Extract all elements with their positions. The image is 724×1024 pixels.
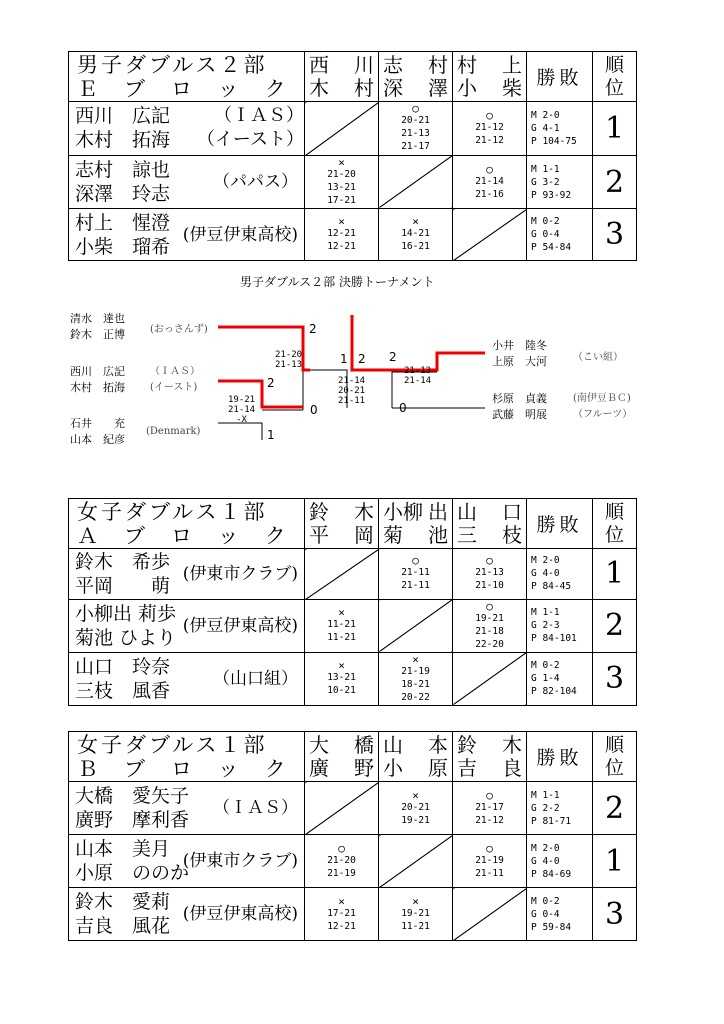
game-score: 21-17 xyxy=(401,141,430,153)
self-match-cell xyxy=(379,155,453,209)
match-result-cell xyxy=(379,549,453,600)
rank-cell: 2 xyxy=(593,599,637,652)
stats-cell xyxy=(527,652,593,705)
num-denmark: 1 xyxy=(267,428,275,442)
stat-line: M 0-2 xyxy=(531,216,560,228)
tournament-title: 男子ダブルス２部 決勝トーナメント xyxy=(240,275,435,289)
match-result-cell xyxy=(305,652,379,705)
table-row xyxy=(69,835,637,888)
opp-name: 枝 xyxy=(502,522,522,547)
game-score: 12-21 xyxy=(327,241,356,253)
team-name: (伊東市クラブ) xyxy=(182,563,298,584)
match-result-cell xyxy=(305,599,379,652)
opp-name: 川 xyxy=(354,52,374,77)
game-score: 21-18 xyxy=(475,625,504,637)
player-name: 小柳出 莉歩 xyxy=(75,602,177,625)
game-score: 21-17 xyxy=(475,801,504,813)
player-cell xyxy=(69,835,305,888)
game-score: 12-21 xyxy=(327,228,356,240)
result-mark: ○ xyxy=(486,162,493,176)
opp-name: 岡 xyxy=(354,522,374,547)
game-score: 21-11 xyxy=(401,580,430,592)
tourney-team-ias: （ＩＡＳ） (イースト) xyxy=(150,366,200,393)
block-title xyxy=(69,52,312,102)
tourney-team-denmark: (Denmark) xyxy=(146,426,201,437)
stat-line: G 1-4 xyxy=(531,673,560,685)
player-cell xyxy=(69,155,305,209)
rank-header-1: 順 xyxy=(604,733,624,756)
opp-name: 野 xyxy=(354,755,374,780)
stats-cell xyxy=(527,888,593,941)
stat-line: P 54-84 xyxy=(531,242,572,254)
opp-name: 深 xyxy=(383,75,403,100)
round-robin-table-women-b xyxy=(68,731,637,941)
stats-cell xyxy=(527,782,593,835)
tourney-player-koi: 小井 陸冬 上原 大河 xyxy=(492,339,547,368)
game-score: 13-21 xyxy=(327,182,356,194)
semi1-scores: 19-21 21-14 -X xyxy=(228,395,256,425)
opp-name: 小柳 xyxy=(383,499,423,524)
player-cell xyxy=(69,782,305,835)
result-mark: × xyxy=(338,156,345,170)
opp-name: 鈴 xyxy=(309,499,329,524)
game-score: 20-21 xyxy=(401,115,430,127)
opp-name: 菊 xyxy=(383,522,403,547)
match-result-cell xyxy=(305,888,379,941)
table-row xyxy=(69,599,637,652)
block-title-line1: 女子ダブルス１部 xyxy=(77,499,268,524)
game-score: 19-21 xyxy=(475,612,504,624)
game-score: 17-21 xyxy=(327,907,356,919)
player-name: 三枝 風香 xyxy=(75,679,171,702)
game-score: 21-16 xyxy=(475,188,504,200)
game-score: 21-20 xyxy=(327,169,356,181)
result-mark: ○ xyxy=(412,554,419,568)
player-cell xyxy=(69,599,305,652)
self-match-cell xyxy=(305,782,379,835)
tourney-player-nishikawa: 西川 広記 木村 拓海 xyxy=(70,365,125,394)
opp-name: 原 xyxy=(428,755,448,780)
opp-name: 柴 xyxy=(502,75,522,100)
header-row xyxy=(69,732,637,782)
opponent-header xyxy=(453,52,527,102)
player-name: 西川 広記 xyxy=(75,105,171,128)
num-final2: 2 xyxy=(358,352,366,366)
self-match-cell xyxy=(305,549,379,600)
team-name: （ＩＡＳ） xyxy=(214,105,304,127)
opponent-header xyxy=(379,52,453,102)
player-cell xyxy=(69,888,305,941)
rank-header-1: 順 xyxy=(604,53,624,76)
stat-line: G 4-0 xyxy=(531,568,560,580)
result-mark: ○ xyxy=(486,108,493,122)
game-score: 21-10 xyxy=(475,580,504,592)
opp-name: 小 xyxy=(383,755,403,780)
game-score: 18-21 xyxy=(401,678,430,690)
opponent-header xyxy=(379,499,453,549)
team-name: (伊豆伊東高校) xyxy=(182,224,298,245)
game-score: 12-21 xyxy=(327,920,356,932)
opp-name: 村 xyxy=(457,52,477,77)
opp-name: 平 xyxy=(309,522,329,547)
rank-cell: 1 xyxy=(593,835,637,888)
stat-line: G 0-4 xyxy=(531,908,560,920)
block-title-line1: 男子ダブルス２部 xyxy=(77,52,268,77)
block-title-line2: Ｅブロック xyxy=(77,76,312,101)
self-match-cell xyxy=(453,652,527,705)
opp-name: 小 xyxy=(457,75,477,100)
game-score: 21-13 xyxy=(401,128,430,140)
match-result-cell xyxy=(453,835,527,888)
game-score: 20-21 xyxy=(401,801,430,813)
player-cell xyxy=(69,209,305,261)
tourney-player-sugihara: 杉原 貞義 武藤 明展 xyxy=(492,392,547,421)
game-score: 21-13 xyxy=(475,567,504,579)
num-right0: 0 xyxy=(399,401,407,415)
stat-line: M 0-2 xyxy=(531,660,560,672)
game-score: 17-21 xyxy=(327,195,356,207)
table-row xyxy=(69,782,637,835)
rank-header xyxy=(593,732,637,782)
num-final1: 1 xyxy=(340,352,348,366)
game-score: 21-20 xyxy=(327,854,356,866)
rank-header xyxy=(593,499,637,549)
game-score: 16-21 xyxy=(401,241,430,253)
opp-name: 良 xyxy=(502,755,522,780)
game-score: 21-11 xyxy=(401,567,430,579)
opp-name: 山 xyxy=(383,732,403,757)
self-match-cell xyxy=(453,888,527,941)
rank-header xyxy=(593,52,637,102)
team-name: （山口組） xyxy=(213,668,298,689)
match-result-cell xyxy=(379,102,453,156)
stat-line: P 84-69 xyxy=(531,868,572,880)
rank-cell: 3 xyxy=(593,209,637,261)
stat-line: M 1-1 xyxy=(531,789,560,801)
match-result-cell xyxy=(379,782,453,835)
round-robin-table-women-a xyxy=(68,498,637,706)
final-scores: 21-14 20-21 21-11 xyxy=(338,376,366,406)
num-right2: 2 xyxy=(389,350,397,364)
player-name: 大橋 愛矢子 xyxy=(75,785,190,807)
player-name: 鈴木 希歩 xyxy=(75,550,171,573)
tourney-player-ishii: 石井 充 山本 紀彦 xyxy=(70,417,125,446)
stat-line: P 81-71 xyxy=(531,815,572,827)
player-name: 吉良 風花 xyxy=(75,915,171,937)
stats-cell xyxy=(527,549,593,600)
line-denmark xyxy=(218,423,262,440)
opponent-header xyxy=(305,52,379,102)
result-mark: ○ xyxy=(412,102,419,116)
game-score: 10-21 xyxy=(327,685,356,697)
tourney-team-fruits: (南伊豆ＢＣ) （フルーツ） xyxy=(573,393,633,420)
table-row xyxy=(69,549,637,600)
self-match-cell xyxy=(305,102,379,156)
table-row xyxy=(69,155,637,209)
team-name: (伊豆伊東高校) xyxy=(182,904,298,924)
game-score: 11-21 xyxy=(401,920,430,932)
player-name: 廣野 摩利香 xyxy=(75,809,190,831)
opponent-header xyxy=(453,732,527,782)
stat-line: M 1-1 xyxy=(531,607,560,619)
table-row xyxy=(69,102,637,156)
block-title-line2: Ａブロック xyxy=(77,523,312,548)
self-match-cell xyxy=(453,209,527,261)
stat-line: G 0-4 xyxy=(531,229,560,241)
match-result-cell xyxy=(305,835,379,888)
block-title-line2: Ｂブロック xyxy=(77,756,312,781)
game-score: 21-12 xyxy=(475,134,504,146)
opp-name: 廣 xyxy=(309,755,329,780)
table-row xyxy=(69,209,637,261)
game-score: 22-20 xyxy=(475,638,504,650)
stat-line: M 1-1 xyxy=(531,163,560,175)
opp-name: 三 xyxy=(457,522,477,547)
stat-line: P 84-45 xyxy=(531,581,572,593)
team-name: (伊東市クラブ) xyxy=(182,851,298,871)
player-name: 木村 拓海 xyxy=(75,129,171,152)
right-scores: 21-13 21-14 xyxy=(404,366,432,386)
stat-line: M 2-0 xyxy=(531,555,560,567)
stat-line: G 4-1 xyxy=(531,122,560,134)
result-mark: × xyxy=(412,788,419,802)
stat-line: P 93-92 xyxy=(531,189,572,201)
stat-line: P 59-84 xyxy=(531,921,572,933)
stat-line: M 2-0 xyxy=(531,109,560,121)
player-name: 村上 惺澄 xyxy=(75,211,171,234)
opp-name: 橋 xyxy=(354,732,374,757)
match-result-cell xyxy=(379,888,453,941)
block-title-line1: 女子ダブルス１部 xyxy=(77,732,268,757)
opp-name: 大 xyxy=(309,732,329,757)
table-row xyxy=(69,888,637,941)
num-mid0: 0 xyxy=(310,403,318,417)
rank-cell: 2 xyxy=(593,155,637,209)
game-score: 13-21 xyxy=(327,672,356,684)
player-cell xyxy=(69,102,305,156)
opp-name: 山 xyxy=(457,499,477,524)
result-mark: × xyxy=(338,215,345,229)
header-row xyxy=(69,52,637,102)
block-title xyxy=(69,732,312,782)
result-mark: × xyxy=(338,606,345,620)
rank-cell: 1 xyxy=(593,549,637,600)
match-result-cell xyxy=(453,549,527,600)
player-name: 山口 玲奈 xyxy=(75,655,171,678)
player-cell xyxy=(69,652,305,705)
opp-name: 木 xyxy=(502,732,522,757)
team-name: （パパス） xyxy=(213,172,298,193)
match-result-cell xyxy=(453,599,527,652)
stat-line: P 84-101 xyxy=(531,633,577,645)
rank-cell: 3 xyxy=(593,888,637,941)
player-name: 小原 ののか xyxy=(75,862,190,884)
player-name: 平岡 萌 xyxy=(75,574,171,597)
opp-name: 口 xyxy=(502,499,522,524)
table-row xyxy=(69,652,637,705)
opp-name: 村 xyxy=(428,52,448,77)
opp-name: 鈴 xyxy=(457,732,477,757)
stats-cell xyxy=(527,209,593,261)
rank-header-2: 位 xyxy=(604,523,624,546)
stat-line: G 2-3 xyxy=(531,620,560,632)
block-title xyxy=(69,499,312,549)
stat-line: M 0-2 xyxy=(531,895,560,907)
match-result-cell xyxy=(453,155,527,209)
match-result-cell xyxy=(305,155,379,209)
opp-name: 西 xyxy=(309,52,329,77)
opp-name: 澤 xyxy=(428,75,448,100)
tourney-player-shimizu: 清水 達也 鈴木 正博 xyxy=(70,312,125,341)
semi2-scores: 21-20 21-13 xyxy=(275,350,303,370)
stat-line: P 104-75 xyxy=(531,135,577,147)
opp-name: 池 xyxy=(428,522,448,547)
opp-name: 木 xyxy=(309,75,329,100)
game-score: 19-21 xyxy=(401,907,430,919)
stat-line: G 4-0 xyxy=(531,855,560,867)
player-name: 深澤 玲志 xyxy=(75,183,171,206)
game-score: 14-21 xyxy=(401,228,430,240)
rank-header-1: 順 xyxy=(604,500,624,523)
team-name: (伊豆伊東高校) xyxy=(182,615,298,636)
player-name: 鈴木 愛莉 xyxy=(75,891,171,913)
rank-cell: 3 xyxy=(593,652,637,705)
stats-cell xyxy=(527,102,593,156)
stat-line: G 2-2 xyxy=(531,802,560,814)
match-result-cell xyxy=(379,209,453,261)
stats-cell xyxy=(527,155,593,209)
player-name: 菊池 ひより xyxy=(75,626,177,649)
result-mark: × xyxy=(412,894,419,908)
opp-name: 上 xyxy=(502,52,522,77)
round-robin-table-men-e xyxy=(68,51,637,261)
tourney-team-ossans: (おっさんず) xyxy=(150,324,208,335)
result-mark: ○ xyxy=(338,841,345,855)
game-score: 19-21 xyxy=(401,814,430,826)
win-loss-header: 勝敗 xyxy=(527,52,593,102)
stats-cell xyxy=(527,835,593,888)
result-mark: ○ xyxy=(486,599,493,613)
opponent-header xyxy=(379,732,453,782)
result-mark: × xyxy=(412,652,419,666)
tournament-bracket xyxy=(0,270,724,470)
match-result-cell xyxy=(305,209,379,261)
match-result-cell xyxy=(453,782,527,835)
game-score: 21-19 xyxy=(401,665,430,677)
opp-name: 吉 xyxy=(457,755,477,780)
game-score: 11-21 xyxy=(327,619,356,631)
self-match-cell xyxy=(379,835,453,888)
game-score: 21-14 xyxy=(475,175,504,187)
opponent-header xyxy=(305,499,379,549)
num-mid2: 2 xyxy=(267,376,275,390)
player-name: 志村 諒也 xyxy=(75,159,171,182)
game-score: 21-12 xyxy=(475,121,504,133)
game-score: 21-19 xyxy=(475,854,504,866)
rank-header-2: 位 xyxy=(604,756,624,779)
header-row xyxy=(69,499,637,549)
result-mark: × xyxy=(338,894,345,908)
num-top: 2 xyxy=(309,322,317,336)
result-mark: ○ xyxy=(486,841,493,855)
stat-line: M 2-0 xyxy=(531,842,560,854)
stats-cell xyxy=(527,599,593,652)
player-name: 山本 美月 xyxy=(75,838,171,860)
game-score: 21-11 xyxy=(475,867,504,879)
opponent-header xyxy=(305,732,379,782)
opp-name: 木 xyxy=(354,499,374,524)
win-loss-header: 勝敗 xyxy=(527,732,593,782)
win-loss-header: 勝敗 xyxy=(527,499,593,549)
tourney-team-koigumi: （こい組） xyxy=(573,352,623,363)
rank-cell: 1 xyxy=(593,102,637,156)
opp-name: 出 xyxy=(428,499,448,524)
game-score: 20-22 xyxy=(401,691,430,703)
result-mark: ○ xyxy=(486,554,493,568)
result-mark: × xyxy=(338,659,345,673)
player-name: 小柴 瑠希 xyxy=(75,235,171,258)
rank-cell: 2 xyxy=(593,782,637,835)
game-score: 21-19 xyxy=(327,867,356,879)
stat-line: P 82-104 xyxy=(531,686,577,698)
self-match-cell xyxy=(379,599,453,652)
rank-header-2: 位 xyxy=(604,76,624,99)
stat-line: G 3-2 xyxy=(531,176,560,188)
opp-name: 本 xyxy=(428,732,448,757)
game-score: 21-12 xyxy=(475,814,504,826)
opponent-header xyxy=(453,499,527,549)
result-mark: × xyxy=(412,215,419,229)
team-name: （ＩＡＳ） xyxy=(213,798,298,818)
match-result-cell xyxy=(379,652,453,705)
player-cell xyxy=(69,549,305,600)
result-mark: ○ xyxy=(486,788,493,802)
match-result-cell xyxy=(453,102,527,156)
opp-name: 村 xyxy=(354,75,374,100)
game-score: 11-21 xyxy=(327,632,356,644)
opp-name: 志 xyxy=(383,52,403,77)
team-name: （イースト） xyxy=(196,129,304,151)
